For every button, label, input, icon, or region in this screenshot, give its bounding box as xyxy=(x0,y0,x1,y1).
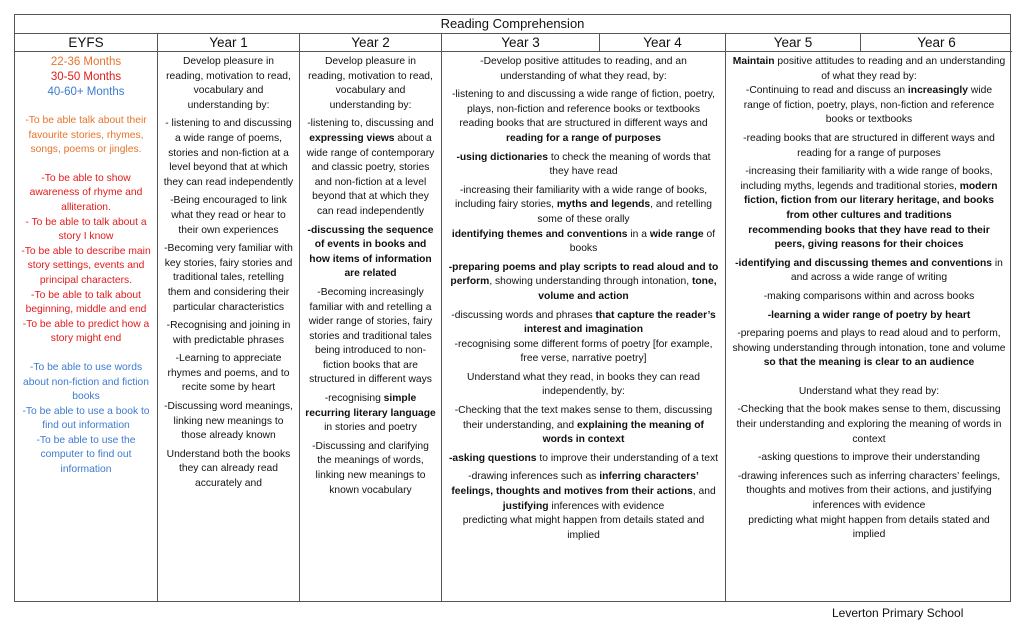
header-year1: Year 1 xyxy=(158,33,300,52)
eyfs-objective: - To be able to talk about a story I know xyxy=(25,216,147,243)
year34-item: -Develop positive attitudes to reading, and an understanding of what they read, by: xyxy=(480,56,687,82)
year2-item: -recognising simple recurring literary language in stories and poetry xyxy=(305,393,436,434)
year2-item: Develop pleasure in reading, motivation to read, vocabulary and understanding by: xyxy=(308,56,433,111)
year5-6-column xyxy=(726,52,1012,601)
header-year3: Year 3 xyxy=(442,33,600,52)
year2-item: -listening to, discussing and expressing views about a wide range of contemporary and classic poetry, stories and non-fiction at a level beyond that at which they can read independently xyxy=(306,118,435,217)
year1-item: -Learning to appreciate rhymes and poems, and to recite some by heart xyxy=(167,353,290,394)
table-title: Reading Comprehension xyxy=(15,15,1010,34)
eyfs-column xyxy=(15,52,158,601)
year1-item: -Being encouraged to link what they read or hear to their own experiences xyxy=(170,195,287,236)
year56-item: -Continuing to read and discuss an increasingly wide range of fiction, poetry, plays, non-fiction and reference books or textbooks xyxy=(743,85,995,126)
year2-item: -discussing the sequence of events in books and how items of information are related xyxy=(307,224,434,280)
year56-item: -preparing poems and plays to read aloud and to perform, showing understanding through intonation, tone and volume so that the meaning is clear to an audience xyxy=(732,328,1006,369)
year1-column xyxy=(158,52,300,601)
year34-item: -using dictionaries to check the meaning of words that they have read xyxy=(456,151,711,178)
header-year4: Year 4 xyxy=(600,33,726,52)
header-year2: Year 2 xyxy=(300,33,442,52)
year56-item: -learning a wider range of poetry by heart xyxy=(767,309,971,321)
year56-item: -reading books that are structured in different ways and reading for a range of purposes xyxy=(743,132,995,159)
school-name-footer: Leverton Primary School xyxy=(832,606,964,620)
year1-item: -Becoming very familiar with key stories, fairy stories and traditional tales, retelling them and considering their particular characteristics xyxy=(164,243,293,313)
year56-item: predicting what might happen from details stated and implied xyxy=(748,514,990,541)
year34-item: -recognising some different forms of poetry [for example, free verse, narrative poetry] xyxy=(454,338,713,365)
year1-item: -Discussing word meanings, linking new meanings to those already known xyxy=(164,401,293,442)
year1-item: -Recognising and joining in with predictable phrases xyxy=(166,320,291,346)
eyfs-objective: -To be able to use words about non-fiction and fiction books xyxy=(23,361,149,403)
year56-item: Understand what they read by: xyxy=(798,385,940,397)
header-eyfs: EYFS xyxy=(15,33,158,52)
eyfs-objective: -To be able to predict how a story might end xyxy=(22,318,150,345)
header-year5: Year 5 xyxy=(726,33,861,52)
eyfs-objective: -To be able to talk about beginning, middle and end xyxy=(25,289,147,316)
year56-item: -identifying and discussing themes and conventions in and across a wide range of writing xyxy=(735,257,1003,284)
year2-item: -Discussing and clarifying the meanings of words, linking new meanings to known vocabulary xyxy=(312,440,429,496)
year34-item: -preparing poems and play scripts to read aloud and to perform, showing understanding through intonation, tone, volume and action xyxy=(448,261,719,302)
eyfs-objective: -To be able to use a book to find out information xyxy=(22,405,150,432)
year56-item: Maintain positive attitudes to reading and an understanding of what they read by: xyxy=(732,56,1006,82)
age-40-60: 40-60+ Months xyxy=(47,86,125,98)
reading-comprehension-table xyxy=(14,14,1011,602)
year34-item: predicting what might happen from details stated and implied xyxy=(462,515,705,541)
year34-item: reading books that are structured in different ways and reading for a range of purposes xyxy=(459,118,708,144)
year34-item: -Checking that the text makes sense to them, discussing their understanding, and explaining the meaning of words in context xyxy=(454,405,713,446)
eyfs-objective: -To be able to use the computer to find out information xyxy=(36,434,136,476)
year56-item: -making comparisons within and across books xyxy=(763,290,975,302)
year56-item: -increasing their familiarity with a wide range of books, including myths, legends and traditional stories, modern fiction, fiction from our literary heritage, and books from other cultures and traditions xyxy=(740,166,998,221)
year1-item: - listening to and discussing a wide range of poems, stories and non-fiction at a level beyond that at which they can read independently xyxy=(163,118,294,188)
year56-item: -Checking that the book makes sense to them, discussing their understanding and exploring the meaning of words in context xyxy=(736,404,1002,445)
year1-item: Develop pleasure in reading, motivation to read, vocabulary and understanding by: xyxy=(166,56,291,111)
year2-item: -Becoming increasingly familiar with and retelling a wider range of stories, fairy stories and traditional tales being introduced to non-fiction books that are structured in different ways xyxy=(308,286,433,386)
eyfs-objective: -To be able to describe main story settings, events and principal characters. xyxy=(21,245,151,286)
year34-item: -asking questions to improve their understanding of a text xyxy=(449,452,718,464)
year34-item: identifying themes and conventions in a wide range of books xyxy=(451,228,716,255)
year34-item: -increasing their familiarity with a wide range of books, including fairy stories, myths and legends, and retelling some of these orally xyxy=(455,184,712,225)
eyfs-objective: -To be able to show awareness of rhyme and alliteration. xyxy=(29,172,143,213)
year34-item: -drawing inferences such as inferring characters’ feelings, thoughts and motives from their actions, and justifying inferences with evidence xyxy=(451,471,716,512)
year2-column xyxy=(300,52,442,601)
age-22-36: 22-36 Months xyxy=(50,56,122,68)
year56-item: -drawing inferences such as inferring characters’ feelings, thoughts and motives from their actions, and justifying inferences with evidence xyxy=(737,470,1001,512)
year34-item: Understand what they read, in books they can read independently, by: xyxy=(467,371,700,398)
year34-item: -listening to and discussing a wide range of fiction, poetry, plays, non-fiction and reference books or textbooks xyxy=(451,89,716,115)
year1-item: Understand both the books they can already read accurately and xyxy=(166,448,291,490)
year56-item: recommending books that they have read to their peers, giving reasons for their choices xyxy=(748,224,990,251)
age-30-50: 30-50 Months xyxy=(50,71,122,83)
year56-item: -asking questions to improve their understanding xyxy=(757,452,981,464)
eyfs-objective: -To be able talk about their favourite stories, rhymes, songs, poems or jingles. xyxy=(25,115,147,156)
year3-4-column xyxy=(442,52,726,601)
year34-item: -discussing words and phrases that capture the reader’s interest and imagination xyxy=(451,309,716,336)
header-year6: Year 6 xyxy=(861,33,1012,52)
